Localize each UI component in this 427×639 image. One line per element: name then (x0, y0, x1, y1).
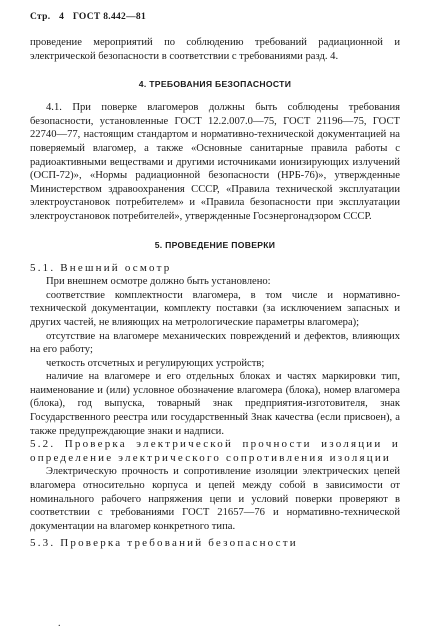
page-number: 4 (59, 12, 65, 22)
section-4-1-paragraph: 4.1. При поверке влагомеров должны быть соблюдены требования безопасности, установленные ГОСТ 12.2.007.0—75, ГОСТ 21196—75, ГОСТ 22740—77, настоящим стандартом и нормативно-технической документацией на поверяемый влагомер, а также «Основные санитарные правила работы с радиоактивными веществами и другими источниками ионизирующих излучений (ОСП-72)», «Нормы радиационной безопасности (НРБ-76)», утвержденные Министерством здравоохранения СССР, «Правила технической эксплуатации электроустановок потребителем» и «Правила безопасности при эксплуатации электроустановок потребителей», утвержденные Госэнергонадзором СССР. (30, 102, 400, 222)
document-page (30, 12, 400, 551)
subsection-5-1-title: 5.1. Внешний осмотр (30, 261, 172, 274)
page-label: Стр. (30, 12, 51, 22)
standard-code: ГОСТ 8.442—81 (72, 12, 146, 22)
subsection-5-1-item-clarity: четкость отсчетных и регулирующих устройств; (46, 357, 265, 369)
section-4-heading: 4. ТРЕБОВАНИЯ БЕЗОПАСНОСТИ (138, 79, 292, 90)
section-5-heading: 5. ПРОВЕДЕНИЕ ПОВЕРКИ (154, 239, 276, 250)
subsection-5-1-item-completeness: соответствие комплектности влагомера, в том числе и нормативно-технической документации, комплекту поставки (за исключением запасных и других частей, не влияющих на метрологические параметры влагомера); (30, 289, 400, 328)
subsection-5-1-item-damage: отсутствие на влагомере механических повреждений и дефектов, влияющих на его работу; (30, 330, 400, 356)
subsection-5-3-title: 5.3. Проверка требований безопасности (30, 537, 298, 550)
intro-paragraph: проведение мероприятий по соблюдению требований радиационной и электрической безопасности в соответствии с требованиями разд. 4. (30, 37, 400, 62)
subsection-5-2-paragraph: Электрическую прочность и сопротивление изоляции электрических цепей влагомера относительно корпуса и цепей между собой в зависимости от номинального рабочего напряжения цепи и условий поверки проверяют в соответствии с требованиями ГОСТ 21657—76 и нормативно-технической документации на влагомер конкретного типа. (30, 466, 400, 532)
subsection-5-2-title: 5.2. Проверка электрической прочности изоляции и определение электрического сопротивления изоляции (30, 438, 400, 464)
subsection-5-1-item-marking: наличие на влагомере и его отдельных блоках и частях маркировки тип, наименование и (или) условное обозначение влагомера (блока), номер влагомера (блока), год выпуска, товарный знак предприятия-изготовителя, знак Государственного реестра или государственный Знак качества (если присвоен), а также предупреждающие знаки и надписи. (30, 371, 400, 437)
running-header (30, 12, 400, 22)
subsection-5-1-intro: При внешнем осмотре должно быть установлено: (46, 276, 271, 288)
footer-dot: . (58, 618, 61, 629)
